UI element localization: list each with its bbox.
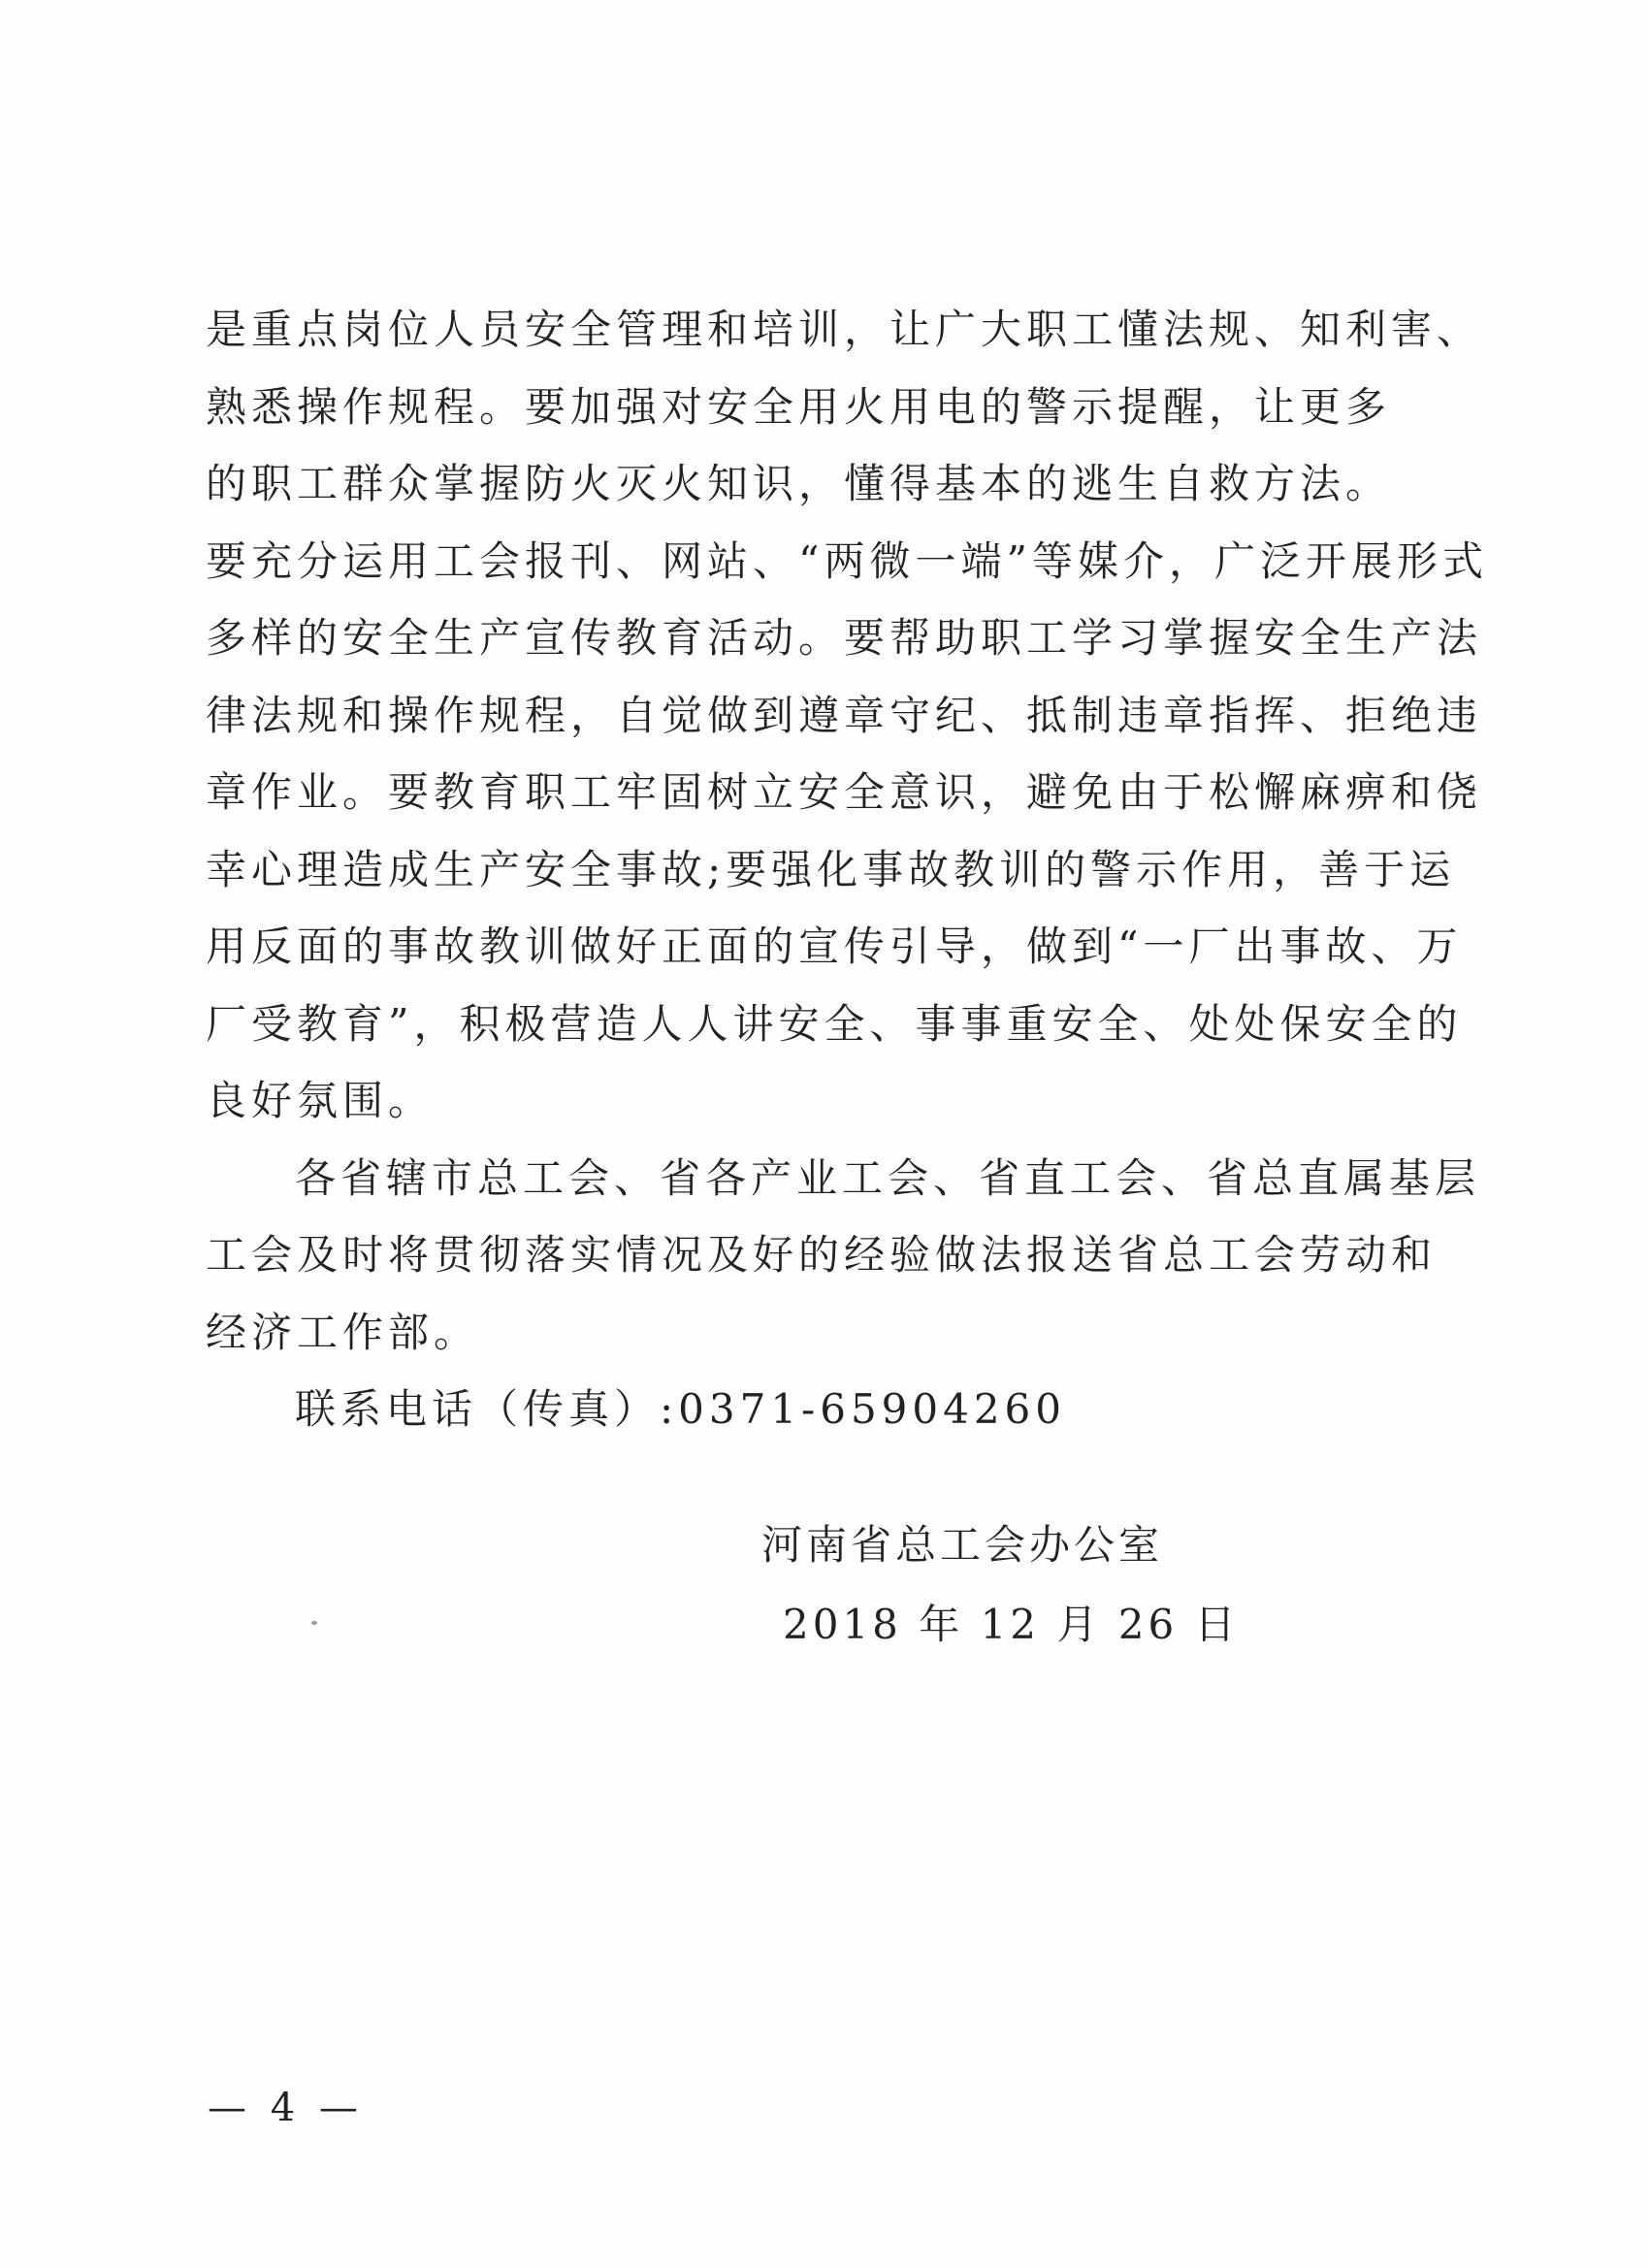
text-line: 章作业。要教育职工牢固树立安全意识，避免由于松懈麻痹和侥 bbox=[206, 768, 1483, 816]
text-line: 律法规和操作规程，自觉做到遵章守纪、抵制违章指挥、拒绝违 bbox=[206, 691, 1483, 739]
text-line: 是重点岗位人员安全管理和培训，让广大职工懂法规、知利害、 bbox=[206, 306, 1483, 353]
scan-speck bbox=[311, 1621, 317, 1625]
text-line: 的职工群众掌握防火灭火知识，懂得基本的逃生自救方法。 bbox=[206, 460, 1392, 507]
signature-block bbox=[761, 1506, 1246, 1665]
contact-line: 联系电话（传真）:0371-65904260 bbox=[295, 1385, 1067, 1433]
text-line: 多样的安全生产宣传教育活动。要帮助职工学习掌握安全生产法 bbox=[206, 614, 1483, 662]
text-line: 用反面的事故教训做好正面的宣传引导，做到“一厂出事故、万 bbox=[206, 923, 1463, 970]
text-line: 良好氛围。 bbox=[206, 1077, 435, 1124]
text-line: 要充分运用工会报刊、网站、“两微一端”等媒介，广泛开展形式 bbox=[206, 536, 1488, 585]
document-body bbox=[206, 291, 1488, 1448]
signature-organization: 河南省总工会办公室 bbox=[761, 1521, 1164, 1569]
page-number: — 4 — bbox=[208, 2086, 364, 2130]
text-line: 各省辖市总工会、省各产业工会、省直工会、省总直属基层 bbox=[295, 1153, 1481, 1202]
text-line: 经济工作部。 bbox=[206, 1308, 480, 1356]
text-line: 厂受教育”，积极营造人人讲安全、事事重安全、处处保安全的 bbox=[206, 999, 1463, 1048]
text-line: 熟悉操作规程。要加强对安全用火用电的警示提醒，让更多 bbox=[206, 382, 1392, 431]
text-line: 工会及时将贯彻落实情况及好的经验做法报送省总工会劳动和 bbox=[206, 1231, 1438, 1279]
text-line: 幸心理造成生产安全事故;要强化事故教训的警示作用，善于运 bbox=[206, 845, 1456, 893]
signature-date: 2018 年 12 月 26 日 bbox=[783, 1601, 1240, 1648]
